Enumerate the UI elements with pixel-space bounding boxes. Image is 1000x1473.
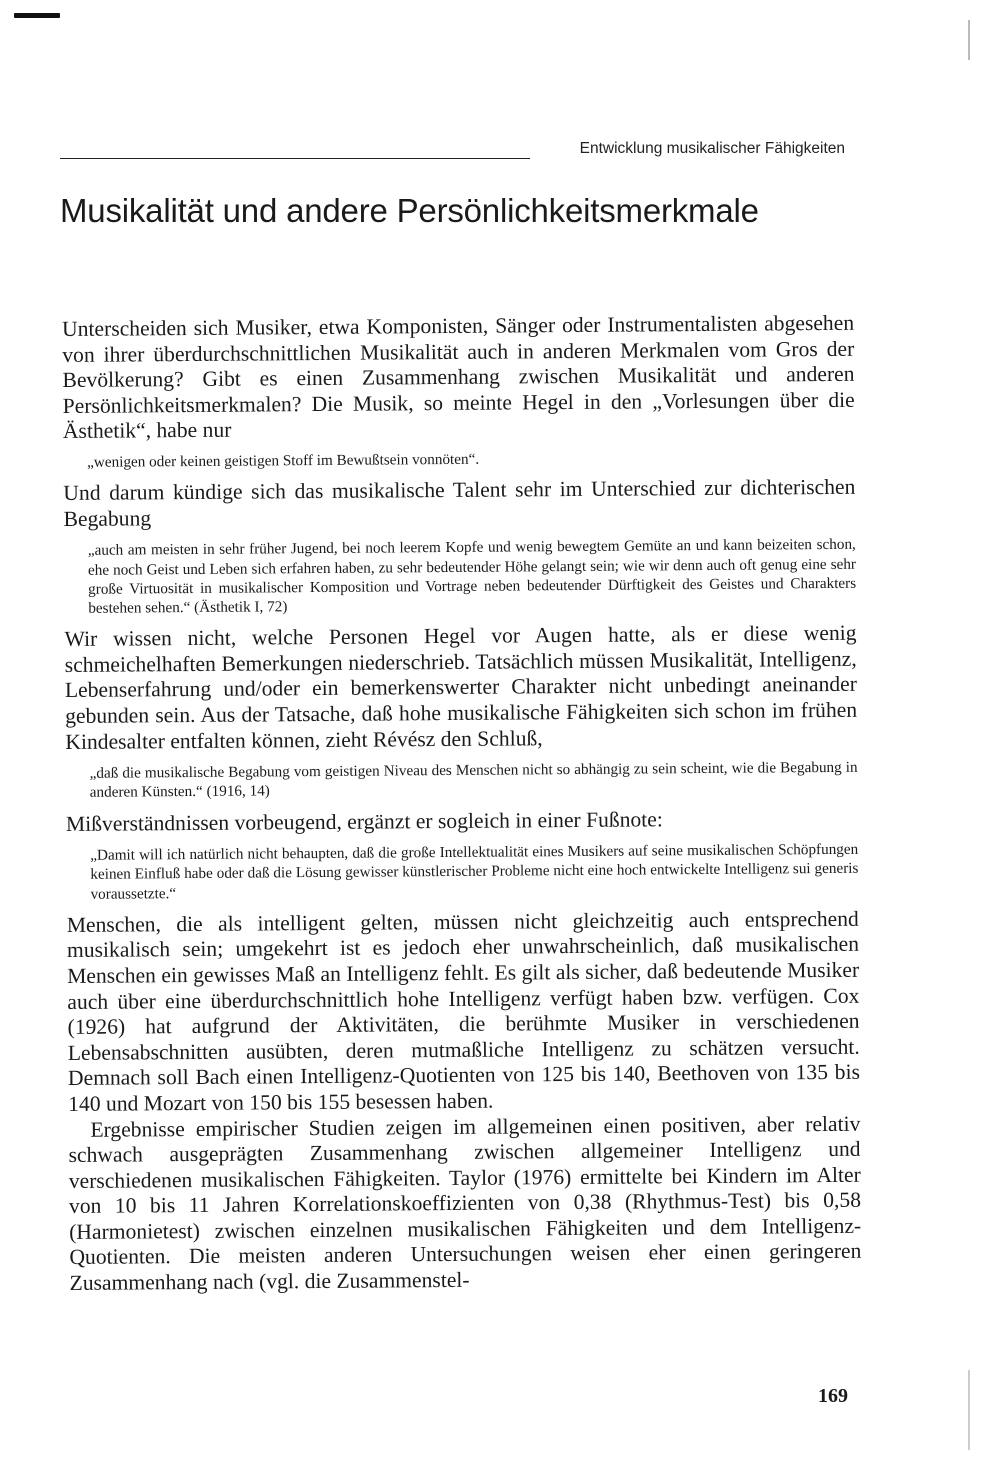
paragraph-footnote-intro: Mißverständnissen vorbeugend, ergänzt er sogleich in einer Fußnote: — [65, 806, 663, 836]
paragraph-intro: Unterscheiden sich Musiker, etwa Komponisten, Sänger oder Instrumentalisten abgesehen von ihrer überdurchschnittlichen Musikalität auch in anderen Merkmalen vom Gros der Bevölkerung? Gibt es einen Zusammenhang zwischen Musikalität und anderen Persönlichkeitsmerkmalen? Die Musik, so meinte Hegel in den „Vorlesungen über die Ästhetik“, habe nur — [62, 310, 855, 444]
scan-edge-noise — [968, 1370, 970, 1450]
scan-edge-noise — [968, 20, 970, 60]
running-head — [60, 133, 845, 163]
scan-artifact-mark — [14, 13, 60, 18]
page-number: 169 — [818, 1385, 848, 1407]
body-text — [62, 311, 862, 1297]
paragraph-talent: Und darum kündige sich das musikalische Talent sehr im Unterschied zur dichterischen Begabung — [63, 474, 856, 531]
quote-revesz: „daß die musikalische Begabung vom geistigen Niveau des Menschen nicht so abhängig zu sein scheint, wie die Begabung in anderen Künsten.“ (1916, 14) — [89, 758, 858, 802]
quote-revesz-footnote: „Damit will ich natürlich nicht behaupten, daß die große Intellektualität eines Musikers auf seine musikalischen Schöpfungen keinen Einfluß habe oder daß die Lösung gewisser künstlerischer Probleme nicht eine hoch entwickelte Intelligenz sui generis voraussetzte.“ — [90, 840, 859, 903]
paragraph-revesz: Wir wissen nicht, welche Personen Hegel vor Augen hatte, als er diese wenig schmeichelhaften Bemerkungen niederschrieb. Tatsächlich müssen Musikalität, Intelligenz, Lebenserfahrung und/oder ein bemerkenswerter Charakter nicht unbedingt aneinander gebunden sein. Aus der Tatsache, daß hohe musikalische Fähigkeiten sich schon im frühen Kindesalter entfalten können, zieht Révész den Schluß, — [64, 620, 858, 754]
running-head-text: Entwicklung musikalischer Fähigkeiten — [579, 140, 845, 157]
quote-hegel-long: „auch am meisten in sehr früher Jugend, bei noch leerem Kopfe und wenig bewegtem Gemüte an und kann beizeiten schon, ehe noch Geist und Leben sich erfahren haben, zu sehr bedeutender Höhe gelangt sein; wie wir denn auch oft genug eine sehr große Virtuosität in musikalischer Komposition und Vortrage neben bedeutender Dürftigkeit des Geistes und Charakters bestehen sehen.“ (Ästhetik I, 72) — [87, 536, 857, 617]
running-head-rule — [60, 158, 530, 159]
chapter-title: Musikalität und andere Persönlichkeitsmerkmale — [60, 192, 759, 229]
quote-hegel-short: „wenigen oder keinen geistigen Stoff im Bewußtsein vonnöten“. — [87, 450, 480, 471]
paragraph-intelligence: Menschen, die als intelligent gelten, müssen nicht gleichzeitig auch entsprechend musikalisch sein; umgekehrt ist es jedoch eher unwahrscheinlich, daß musikalischen Menschen ein gewisses Maß an Intelligenz fehlt. Es gilt als sicher, daß bedeutende Musiker auch über eine überdurchschnittlich hohe Intelligenz verfügt haben bzw. verfügen. Cox (1926) hat aufgrund der Aktivitäten, die berühmte Musiker in verschiedenen Lebensabschnitten ausübten, deren mutmaßliche Intelligenz zu schätzen versucht. Demnach soll Bach einen Intelligenz-Quotienten von 125 bis 140, Beethoven von 135 bis 140 und Mozart von 150 bis 155 besessen haben. — [66, 906, 861, 1116]
paragraph-empirical: Ergebnisse empirischer Studien zeigen im allgemeinen einen positiven, aber relativ schwach ausgeprägten Zusammenhang zwischen allgemeiner Intelligenz und verschiedenen musikalischen Fähigkeiten. Taylor (1976) ermittelte bei Kindern im Alter von 10 bis 11 Jahren Korrelationskoeffizienten von 0,38 (Rhythmus-Test) bis 0,58 (Harmonietest) zwischen einzelnen musikalischen Fähigkeiten und dem Intelligenz-Quotienten. Die meisten anderen Untersuchungen weisen eher einen geringeren Zusammenhang nach (vgl. die Zusammenstel- — [68, 1111, 862, 1296]
